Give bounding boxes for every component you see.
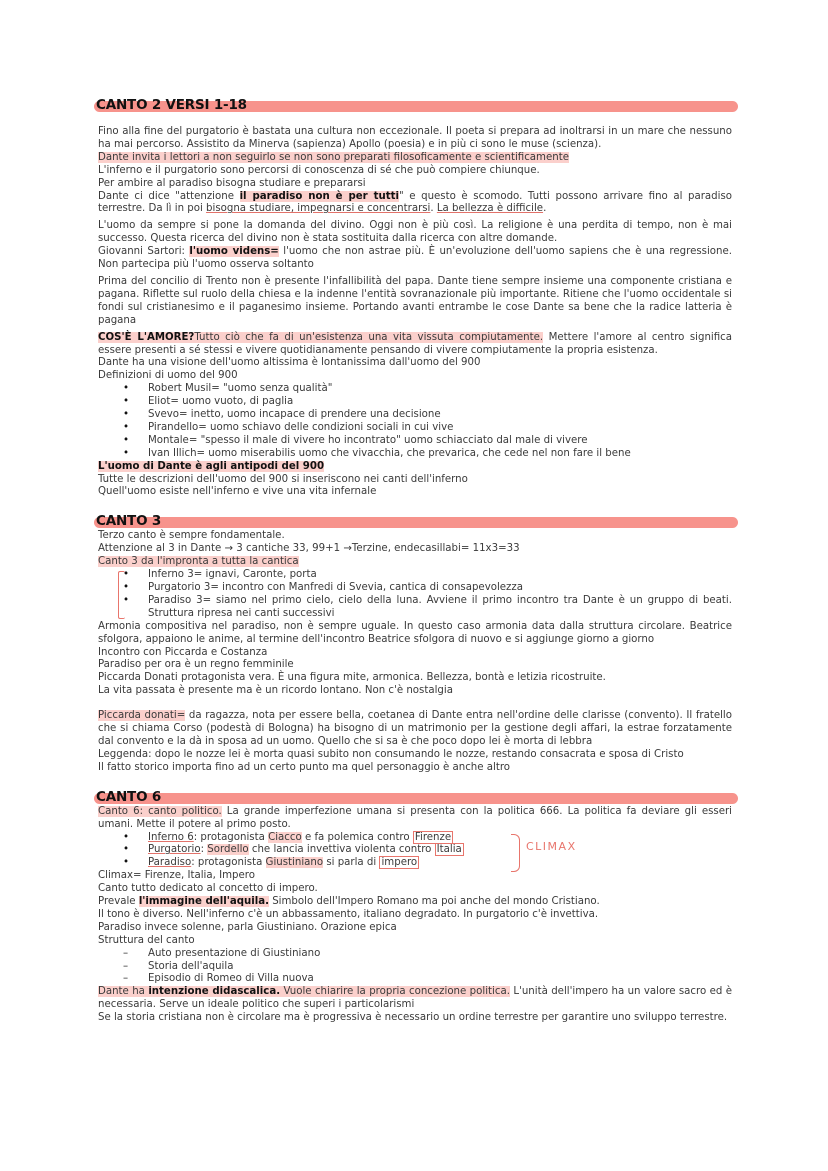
structure-list bbox=[98, 948, 732, 987]
boxed-word: impero bbox=[381, 857, 418, 869]
list-item: • Inferno 3= ignavi, Caronte, porta bbox=[98, 569, 732, 582]
highlighted-text: Dante invita i lettori a non seguirlo se non sono preparati filosoficamente e scientificamente bbox=[98, 151, 569, 163]
climax-list bbox=[98, 832, 732, 871]
list-item: • Pirandello= uomo schiavo delle condizioni sociali in cui vive bbox=[98, 422, 732, 435]
notes-page bbox=[98, 95, 732, 1025]
paragraph: Attenzione al 3 in Dante → 3 cantiche 33, 99+1 →Terzine, endecasillabi= 11x3=33 bbox=[98, 543, 520, 555]
paragraph: Per ambire al paradiso bisogna studiare e prepararsi bbox=[98, 177, 366, 189]
paragraph: Prevale l'immagine dell'aquila. Simbolo dell'Impero Romano ma poi anche del mondo Cristiano. bbox=[98, 896, 600, 908]
paragraph: Fino alla fine del purgatorio è bastata una cultura non eccezionale. Il poeta si prepara ad inoltrarsi in un mare che nessuno ha mai percorso. Assistito da Minerva (sapienza) Apollo (poesia) e in più ci sono le muse (scienza). bbox=[98, 126, 732, 150]
list-item: • Inferno 6: protagonista Ciacco e fa polemica contro Firenze bbox=[98, 832, 732, 845]
list-item: • Montale= "spesso il male di vivere ho incontrato" uomo schiacciato dal male di vivere bbox=[98, 435, 732, 448]
list-item: – Auto presentazione di Giustiniano bbox=[98, 948, 732, 961]
bold-phrase: L'uomo di Dante è agli antipodi del 900 bbox=[98, 460, 325, 472]
paragraph: Piccarda donati= da ragazza, nota per essere bella, coetanea di Dante entra nell'ordine delle clarisse (convento). Il fratello che si chiama Corso (podestà di Bologna) ha bisogno di un matrimonio per la gestione degli affari, la estrae forzatamente dal convento e la dà in sposa ad un uomo. Quello che si sa è che poco dopo lei è morta di lebbra bbox=[98, 710, 732, 747]
paragraph: Dante ha intenzione didascalica. Vuole chiarire la propria concezione politica. L'unità dell'impero ha un valore sacro ed è necessaria. Serve un ideale politico che superi i particolarismi bbox=[98, 986, 733, 1011]
highlighted-text: Tutto ciò che fa di un'esistenza una vita vissuta compiutamente. bbox=[194, 331, 544, 343]
paragraph: Piccarda Donati protagonista vera. È una figura mite, armonica. Bellezza, bontà e letizia ricostruite. bbox=[98, 672, 606, 684]
canto3-heading bbox=[94, 513, 732, 530]
paragraph: Canto tutto dedicato al concetto di impero. bbox=[98, 883, 318, 895]
highlighted-text: Piccarda donati= bbox=[98, 710, 186, 722]
paragraph: Se la storia cristiana non è circolare ma è progressiva è necessario un ordine terrestre per garantire uno sviluppo terrestre. bbox=[98, 1012, 728, 1024]
bold-phrase: il paradiso non è per tutti bbox=[239, 190, 399, 202]
bracketed-list bbox=[98, 569, 732, 621]
bold-phrase: COS'È L'AMORE? bbox=[98, 331, 195, 343]
paragraph: Dante ha una visione dell'uomo altissima è lontanissima dall'uomo del 900 bbox=[98, 357, 481, 369]
curly-brace-mark bbox=[511, 834, 520, 872]
canto2-heading bbox=[94, 97, 732, 114]
list-item: • Paradiso 3= siamo nel primo cielo, cielo della luna. Avviene il primo incontro tra Dante è un gruppo di beati. Struttura ripresa nei canti successivi bbox=[98, 595, 732, 621]
paragraph: Il tono è diverso. Nell'inferno c'è un abbassamento, italiano degradato. In purgatorio c'è invettiva. bbox=[98, 908, 599, 920]
paragraph: Incontro con Piccarda e Costanza bbox=[98, 646, 268, 658]
paragraph: Tutte le descrizioni dell'uomo del 900 si inseriscono nei canti dell'inferno bbox=[98, 473, 468, 485]
paragraph: Prima del concilio di Trento non è presente l'infallibilità del papa. Dante tiene sempre insieme una componente cristiana e pagana. Riflette sul ruolo della chiesa e la indenne l'entità sovranazionale più importante. Ritiene che l'uomo occidentale si fondi sul cristianesimo e il paganesimo insieme. Portando avanti entrambe le cose Dante sa bene che la radice latteria è pagana bbox=[98, 275, 732, 326]
list-item: • Purgatorio 3= incontro con Manfredi di Svevia, cantica di consapevolezza bbox=[98, 582, 732, 595]
list-item: • Svevo= inetto, uomo incapace di prendere una decisione bbox=[98, 409, 732, 422]
canto6-heading bbox=[94, 789, 732, 806]
climax-annotation: CLIMAX bbox=[526, 839, 577, 853]
highlighted-text: Canto 6: canto politico. bbox=[98, 805, 222, 817]
paragraph: Leggenda: dopo le nozze lei è morta quasi subito non consumando le nozze, restando consacrata e sposa di Cristo bbox=[98, 748, 684, 760]
canto3-title: CANTO 3 bbox=[96, 513, 162, 530]
paragraph: L'uomo da sempre si pone la domanda del divino. Oggi non è più così. La religione è una perdita di tempo, non è mai successo. Questa ricerca del divino non è stata sostituita dalla ricerca con altre domande. bbox=[98, 220, 732, 245]
underlined-phrase: La bellezza è difficile bbox=[436, 203, 544, 215]
paragraph: La vita passata è presente ma è un ricordo lontano. Non c'è nostalgia bbox=[98, 685, 453, 697]
paragraph: Terzo canto è sempre fondamentale. bbox=[98, 530, 285, 542]
paragraph: Canto 6: canto politico. La grande imperfezione umana si presenta con la politica 666. La politica fa deviare gli esseri umani. Mette il potere al primo posto. bbox=[98, 805, 733, 830]
list-item: • Paradiso: protagonista Giustiniano si parla di impero bbox=[98, 857, 732, 870]
list-item: • Ivan Illich= uomo miserabilis uomo che vivacchia, che prevarica, che cede nel non fare il bene bbox=[98, 448, 732, 461]
paragraph: Struttura del canto bbox=[98, 934, 195, 946]
list-item: – Storia dell'aquila bbox=[98, 961, 732, 974]
paragraph: Paradiso per ora è un regno femminile bbox=[98, 659, 294, 671]
paragraph: Dante ci dice "attenzione il paradiso non è per tutti" e questo è scomodo. Tutti possono arrivare fino al paradiso terrestre. Da lì in poi bisogna studiare, impegnarsi e concentrarsi. La bellezza è difficile. bbox=[98, 190, 733, 215]
canto2-title: CANTO 2 VERSI 1-18 bbox=[96, 97, 247, 113]
boxed-word: Firenze bbox=[414, 831, 452, 843]
paragraph: Climax= Firenze, Italia, Impero bbox=[98, 870, 255, 882]
paragraph: L'inferno e il purgatorio sono percorsi di conoscenza di sé che può compiere chiunque. bbox=[98, 164, 540, 176]
paragraph: Il fatto storico importa fino ad un certo punto ma quel personaggio è anche altro bbox=[98, 761, 511, 773]
list-item: – Episodio di Romeo di Villa nuova bbox=[98, 973, 732, 986]
list-item: • Robert Musil= "uomo senza qualità" bbox=[98, 383, 732, 396]
boxed-word: Italia bbox=[436, 844, 462, 856]
paragraph: COS'È L'AMORE?Tutto ciò che fa di un'esistenza una vita vissuta compiutamente. Mettere l'amore al centro significa essere presenti a sé stessi e vivere quotidianamente pensando di vivere compiutamente la propria esistenza. bbox=[98, 331, 733, 356]
underlined-phrase: bisogna studiare, impegnarsi e concentrarsi bbox=[206, 203, 431, 215]
paragraph: Paradiso invece solenne, parla Giustiniano. Orazione epica bbox=[98, 921, 397, 933]
list-item: • Eliot= uomo vuoto, di paglia bbox=[98, 396, 732, 409]
bold-phrase: l'uomo videns= bbox=[189, 246, 279, 258]
definitions-list bbox=[98, 383, 732, 460]
paragraph: Quell'uomo esiste nell'inferno e vive una vita infernale bbox=[98, 486, 377, 498]
list-item: • Purgatorio: Sordello che lancia invettiva violenta contro Italia bbox=[98, 844, 732, 857]
bold-phrase: intenzione didascalica. bbox=[148, 986, 281, 998]
paragraph: Giovanni Sartori: l'uomo videns= l'uomo che non astrae più. È un'evoluzione dell'uomo sapiens che è una regressione. Non partecipa più l'uomo osserva soltanto bbox=[98, 246, 732, 271]
bold-phrase: l'immagine dell'aquila. bbox=[138, 896, 269, 908]
highlighted-text: Canto 3 da l'impronta a tutta la cantica bbox=[98, 556, 299, 568]
paragraph: Definizioni di uomo del 900 bbox=[98, 370, 238, 382]
paragraph: Armonia compositiva nel paradiso, non è sempre uguale. In questo caso armonia data dalla struttura circolare. Beatrice sfolgora, appaiono le anime, al termine dell'incontro Beatrice sfolgora di nuovo e si aggiunge giorno a giorno bbox=[98, 620, 732, 645]
canto6-title: CANTO 6 bbox=[96, 788, 162, 805]
